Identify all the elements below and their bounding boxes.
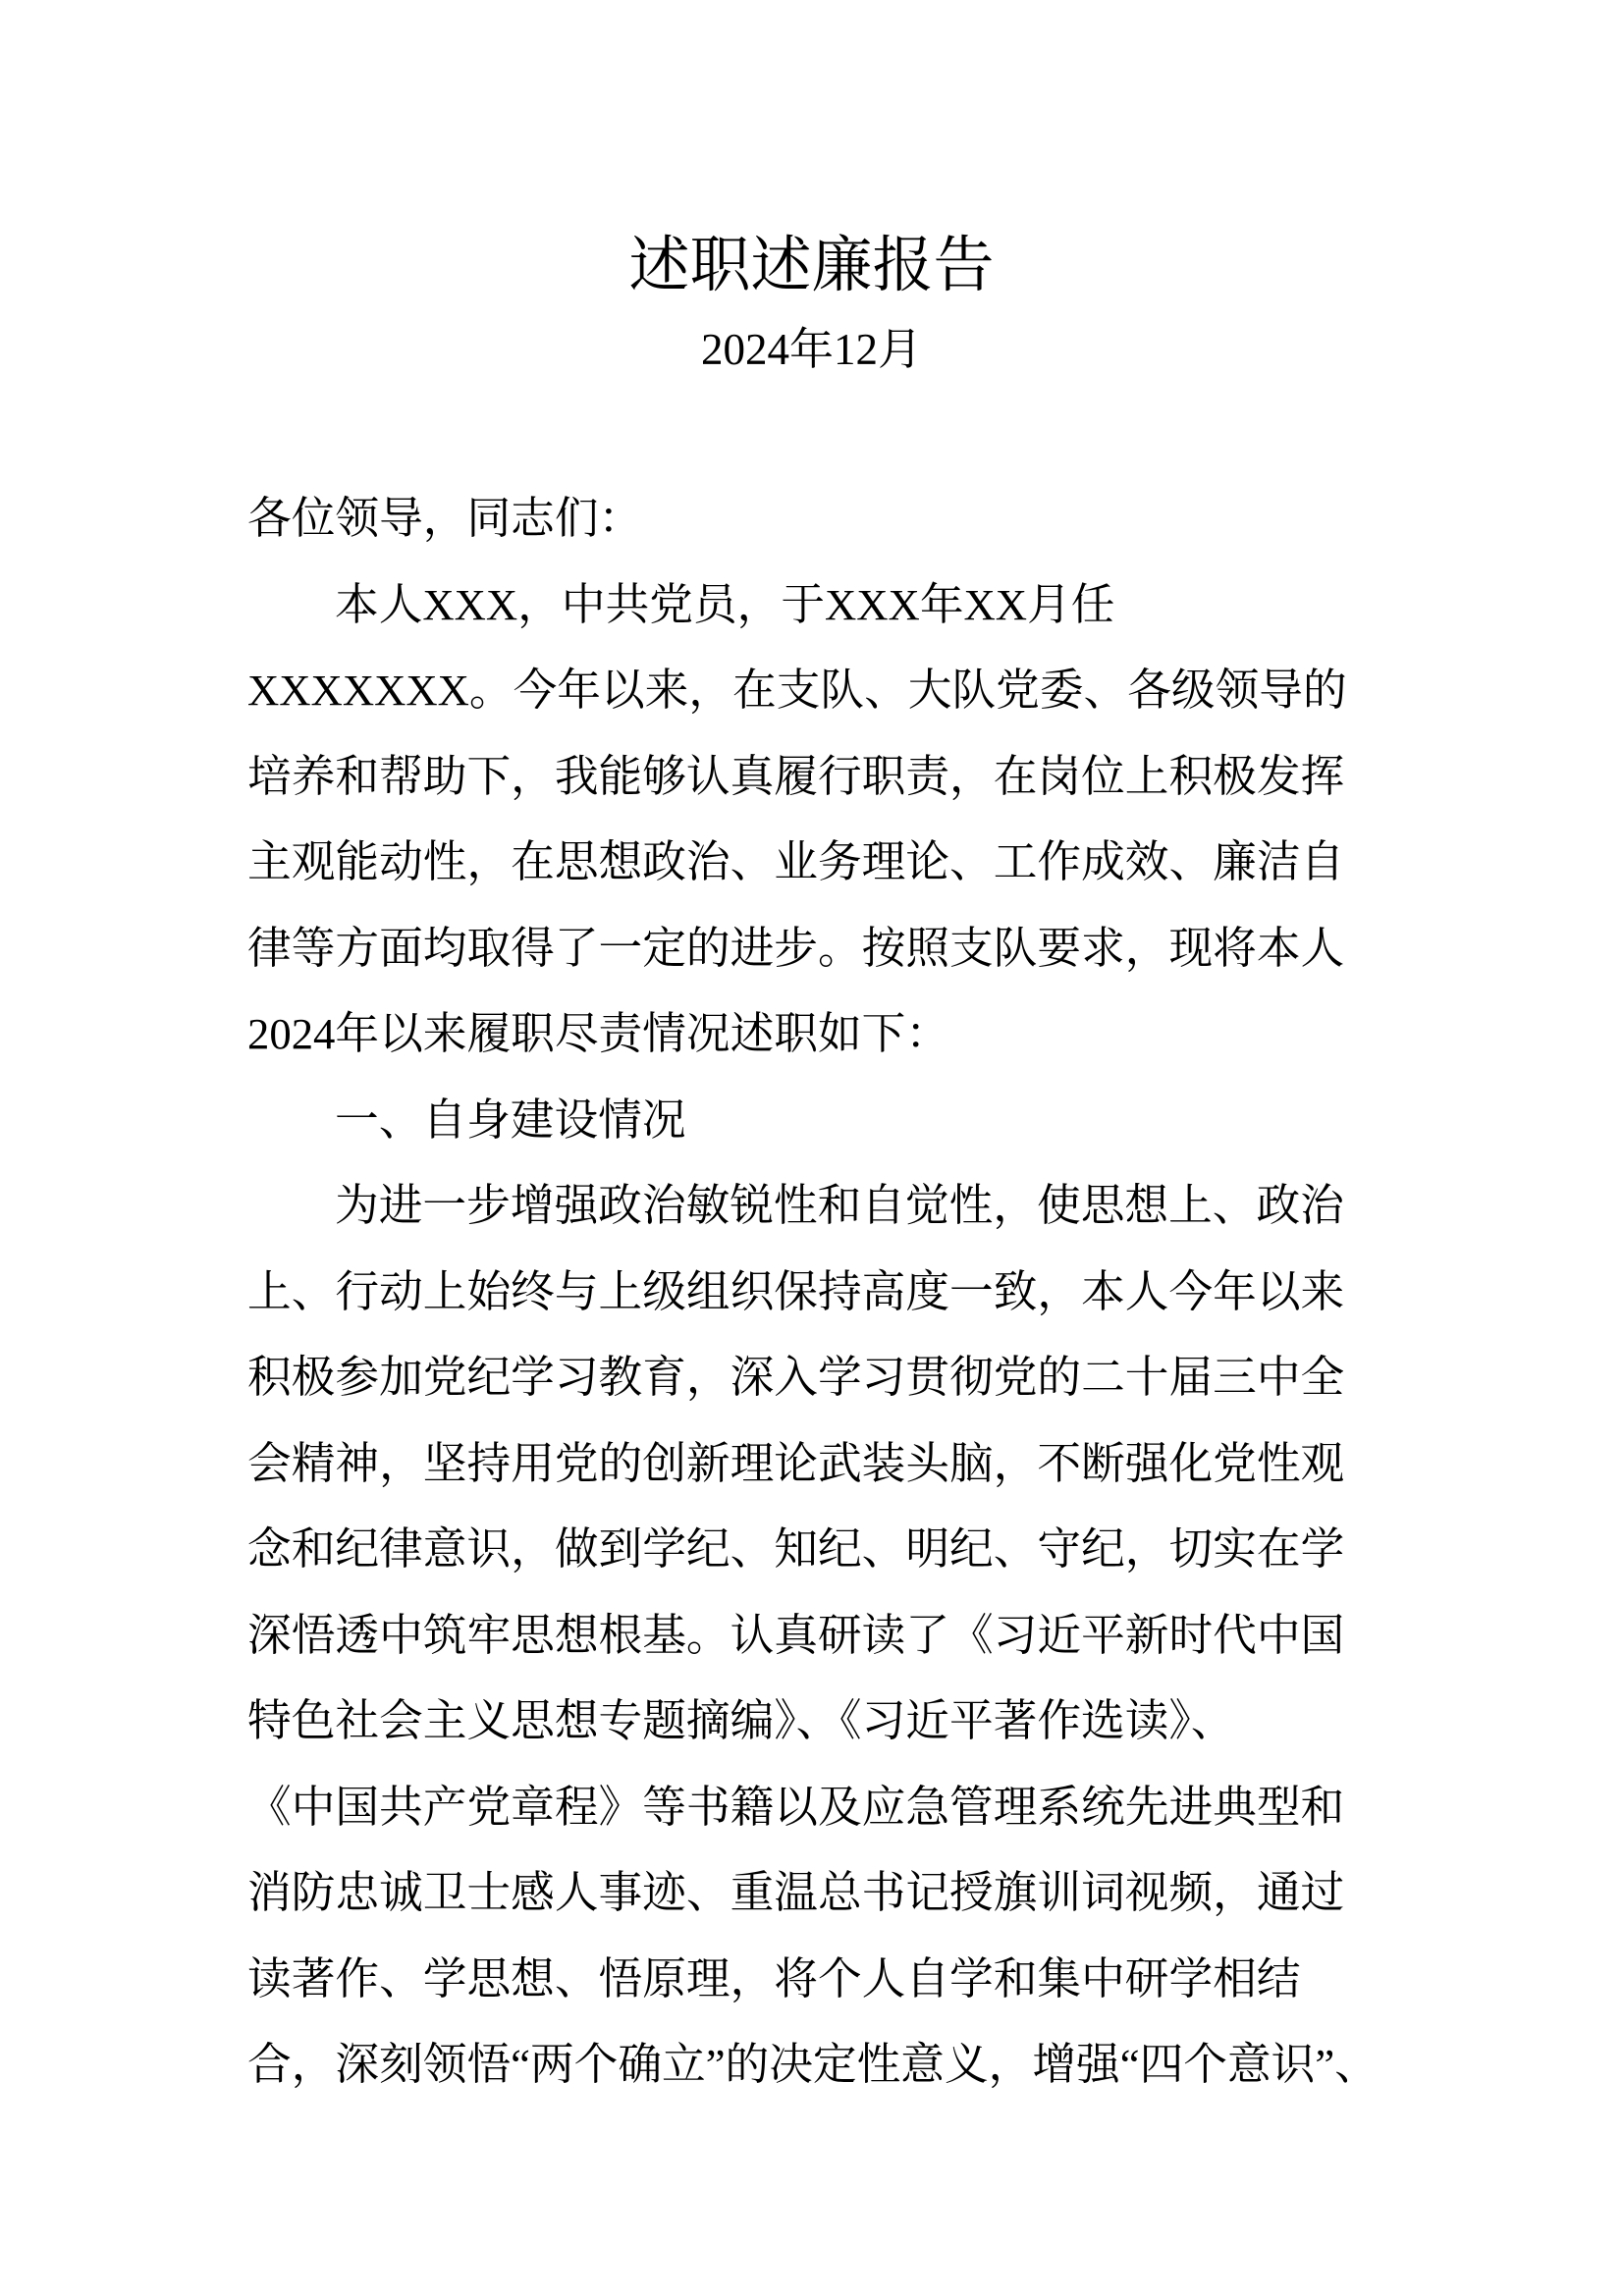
text-line: 深悟透中筑牢思想根基。认真研读了《习近平新时代中国: [247, 1610, 1345, 1660]
text-line: 2024年以来履职尽责情况述职如下：: [247, 1009, 950, 1058]
text-line: 念和纪律意识，做到学纪、知纪、明纪、守纪，切实在学: [247, 1524, 1345, 1574]
text-line: 各位领导，同志们：: [247, 494, 643, 543]
text-line: 主观能动性，在思想政治、业务理论、工作成效、廉洁自: [247, 837, 1345, 886]
text-line: 培养和帮助下，我能够认真履行职责，在岗位上积极发挥: [247, 751, 1345, 801]
text-line: 《中国共产党章程》等书籍以及应急管理系统先进典型和: [247, 1782, 1345, 1832]
document-body: [247, 476, 1379, 2109]
text-line: 上、行动上始终与上级组织保持高度一致，本人今年以来: [247, 1266, 1345, 1316]
text-line: 为进一步增强政治敏锐性和自觉性，使思想上、政治: [335, 1181, 1344, 1230]
text-line: 积极参加党纪学习教育，深入学习贯彻党的二十届三中全: [247, 1353, 1345, 1402]
text-line: 特色社会主义思想专题摘编》、《习近平著作选读》、: [247, 1696, 1235, 1745]
text-line: XXXXXXX。今年以来，在支队、大队党委、各级领导的: [247, 666, 1347, 715]
document-title: 述职述廉报告: [628, 229, 995, 300]
text-line: 一、自身建设情况: [335, 1095, 686, 1145]
text-line: 消防忠诚卫士感人事迹、重温总书记授旗训词视频，通过: [247, 1868, 1345, 1917]
text-line: 合，深刻领悟“两个确立”的决定性意义，增强“四个意识”、: [247, 2040, 1379, 2089]
text-line: 读著作、学思想、悟原理，将个人自学和集中研学相结: [247, 1953, 1301, 2003]
document-date: 2024年12月: [700, 325, 922, 374]
text-line: 会精神，坚持用党的创新理论武装头脑，不断强化党性观: [247, 1438, 1345, 1488]
text-line: 本人XXX，中共党员，于XXX年XX月任: [335, 579, 1115, 629]
text-line: 律等方面均取得了一定的进步。按照支队要求，现将本人: [247, 923, 1345, 973]
